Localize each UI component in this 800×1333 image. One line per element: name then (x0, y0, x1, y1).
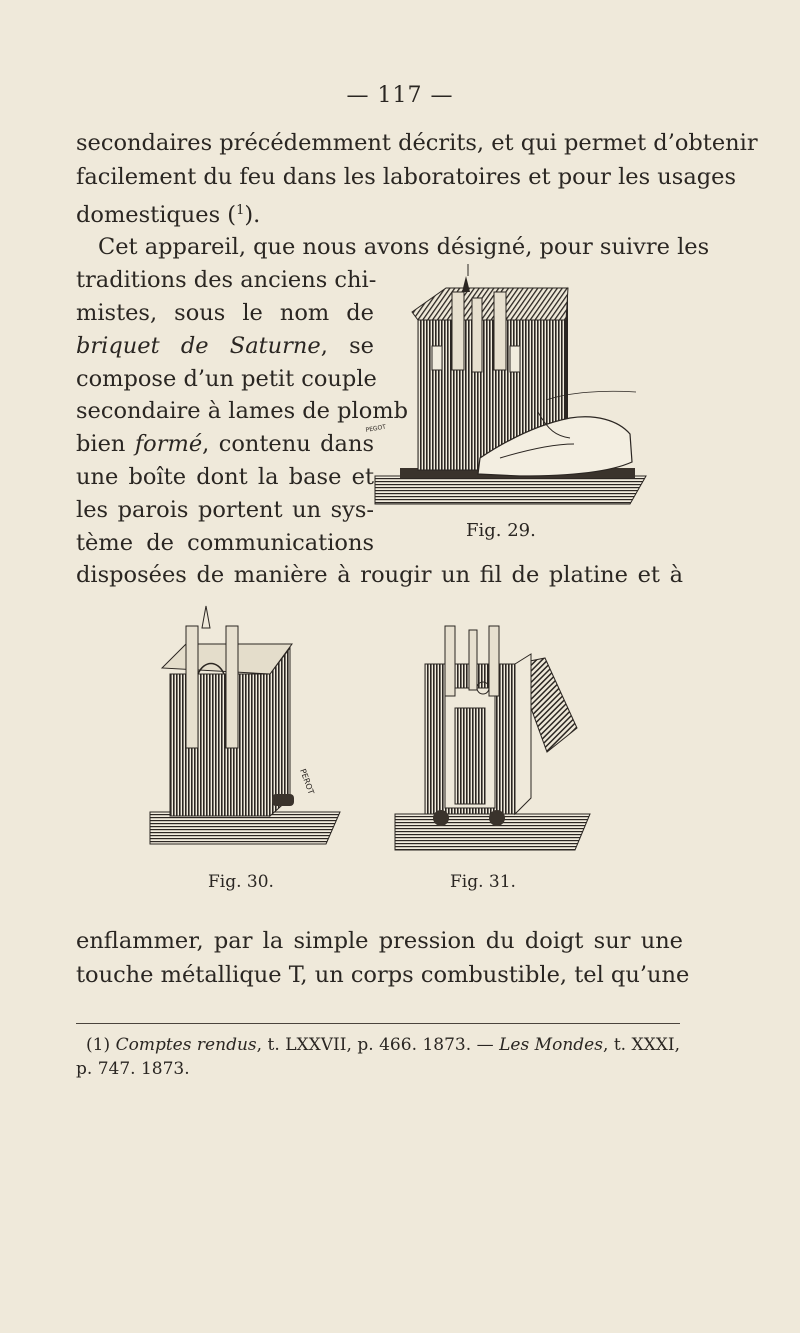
figure-29-illustration (360, 262, 660, 520)
text-line: les parois portent un sys- (76, 497, 374, 523)
text-line: domestiques ($^1$). (76, 202, 261, 228)
figure-caption-29: Fig. 29. (466, 520, 536, 541)
text-line: mistes, sous le nom de (76, 300, 374, 326)
figure-30-illustration (140, 598, 350, 860)
figure-caption-31: Fig. 31. (450, 872, 516, 892)
text-line: Cet appareil, que nous avons désigné, pour suivre les (98, 234, 710, 260)
figure-31-illustration (385, 618, 600, 858)
text-line: bien formé, contenu dans (76, 431, 375, 457)
text-line: touche métallique T, un corps combustible, tel qu’une (76, 962, 690, 988)
footnote: (1) Comptes rendus, t. LXXVII, p. 466. 1873. — Les Mondes, t. XXXI, (86, 1035, 680, 1055)
footnote-rule (76, 1023, 680, 1024)
text-line: tème de communications (76, 530, 374, 556)
engraver-mark: PEROT (298, 767, 316, 796)
text-line: facilement du feu dans les laboratoires et pour les usages (76, 164, 737, 190)
text-line: une boîte dont la base et (76, 464, 374, 490)
text-line: secondaires précédemment décrits, et qui permet d’obtenir (76, 130, 758, 156)
text-line: compose d’un petit couple (76, 366, 377, 392)
italic-term: briquet de Saturne (76, 333, 321, 359)
text-line: briquet de Saturne, se (76, 333, 374, 359)
text-line: traditions des anciens chi- (76, 267, 377, 293)
text-line: disposées de manière à rougir un fil de platine et à (76, 562, 683, 588)
engraver-mark: PEGOT (365, 423, 387, 434)
footnote-continuation: p. 747. 1873. (76, 1059, 190, 1079)
italic-term: formé (134, 431, 203, 457)
text-line: enflammer, par la simple pression du doigt sur une (76, 928, 683, 954)
footnote-reference: 1 (236, 203, 245, 218)
text-line: secondaire à lames de plomb (76, 398, 409, 424)
figure-caption-30: Fig. 30. (208, 872, 274, 892)
page-number: — 117 — (346, 83, 454, 108)
